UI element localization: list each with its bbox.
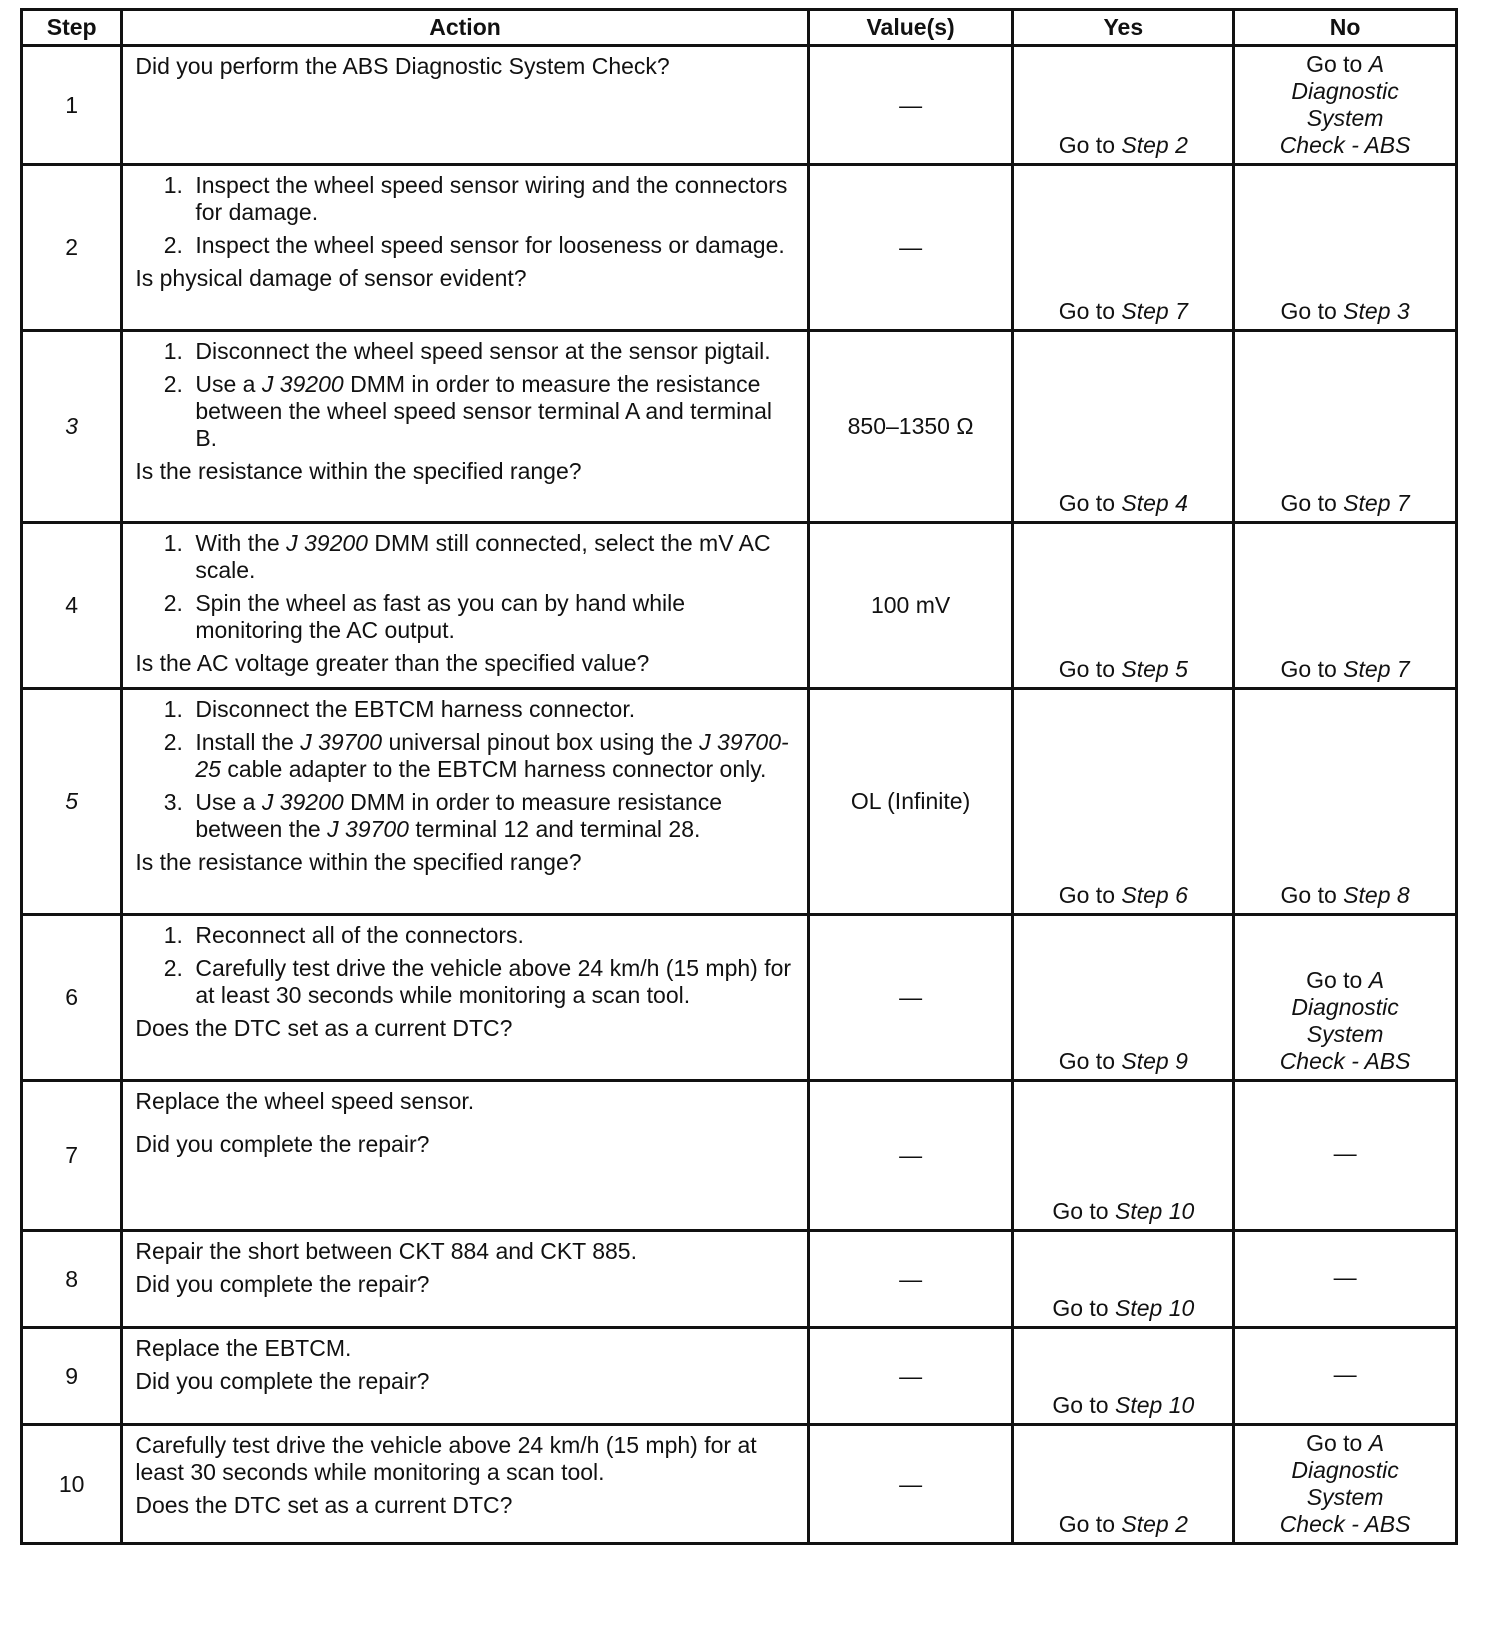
diagnostic-table	[20, 8, 1458, 1545]
action-question: Did you complete the repair?	[135, 1131, 430, 1157]
table-row	[22, 1425, 1457, 1544]
action-question: Is the resistance within the specified range?	[135, 849, 582, 875]
table-row	[22, 1081, 1457, 1231]
action-line: Replace the wheel speed sensor.	[135, 1088, 475, 1114]
yes-prefix: Go to	[1058, 656, 1115, 682]
step-text: terminal 12 and terminal 28.	[415, 816, 701, 842]
no-target-line: Diagnostic	[1291, 1457, 1399, 1483]
value-cell: —	[808, 1231, 1013, 1328]
yes-target-link[interactable]: Step 9	[1121, 1048, 1188, 1074]
action-question: Does the DTC set as a current DTC?	[135, 1492, 513, 1518]
action-cell	[122, 1328, 808, 1425]
no-target-line: Diagnostic	[1291, 78, 1399, 104]
step-number: 5	[22, 689, 122, 915]
step-text: Use a	[195, 371, 256, 397]
yes-cell	[1013, 46, 1234, 165]
no-target-line: Check - ABS	[1279, 1511, 1411, 1537]
yes-cell	[1013, 165, 1234, 331]
header-step: Step	[22, 10, 122, 46]
yes-prefix: Go to	[1058, 1048, 1115, 1074]
table-row	[22, 1231, 1457, 1328]
yes-target-link[interactable]: Step 10	[1115, 1392, 1195, 1418]
no-prefix: Go to	[1306, 1430, 1363, 1456]
yes-target-link[interactable]: Step 10	[1115, 1198, 1195, 1224]
step-number: 10	[22, 1425, 122, 1544]
action-line: Repair the short between CKT 884 and CKT 885.	[135, 1238, 637, 1264]
step-text: DMM still connected, select the mV AC scale.	[195, 530, 771, 583]
no-cell	[1234, 165, 1457, 331]
no-prefix: Go to	[1280, 490, 1337, 516]
action-cell	[122, 689, 808, 915]
no-cell	[1234, 46, 1457, 165]
action-step	[189, 371, 796, 452]
value-cell: OL (Infinite)	[808, 689, 1013, 915]
yes-cell	[1013, 915, 1234, 1081]
step-text: Install the	[195, 729, 294, 755]
step-text: universal pinout box using the	[388, 729, 693, 755]
yes-prefix: Go to	[1052, 1295, 1109, 1321]
action-line: Carefully test drive the vehicle above 24 km/h (15 mph) for at least 30 seconds while monitoring a scan tool.	[135, 1432, 757, 1485]
yes-target-link[interactable]: Step 2	[1121, 132, 1188, 158]
no-cell	[1234, 689, 1457, 915]
action-steps	[135, 696, 796, 843]
no-cell: —	[1234, 1231, 1457, 1328]
action-step: 2. Inspect the wheel speed sensor for looseness or damage.	[189, 232, 796, 259]
step-number: 9	[22, 1328, 122, 1425]
no-cell: —	[1234, 1328, 1457, 1425]
table-row	[22, 165, 1457, 331]
tool-number: J 39200	[286, 530, 368, 556]
yes-cell	[1013, 1231, 1234, 1328]
step-number: 8	[22, 1231, 122, 1328]
action-step	[189, 789, 796, 843]
action-step: 1. Disconnect the wheel speed sensor at the sensor pigtail.	[189, 338, 796, 365]
no-target-line: A	[1368, 967, 1385, 993]
yes-target-link[interactable]: Step 10	[1115, 1295, 1195, 1321]
action-step: 2. Carefully test drive the vehicle above 24 km/h (15 mph) for at least 30 seconds while monitoring a scan tool.	[189, 955, 796, 1009]
yes-target-link[interactable]: Step 6	[1121, 882, 1188, 908]
action-step	[189, 530, 796, 584]
yes-cell	[1013, 689, 1234, 915]
action-question: Did you complete the repair?	[135, 1271, 430, 1297]
action-cell	[122, 1081, 808, 1231]
yes-prefix: Go to	[1052, 1392, 1109, 1418]
yes-cell	[1013, 331, 1234, 523]
yes-target-link[interactable]: Step 7	[1121, 298, 1188, 324]
action-step	[189, 729, 796, 783]
yes-cell	[1013, 523, 1234, 689]
value-cell: —	[808, 1081, 1013, 1231]
header-row	[22, 10, 1457, 46]
action-question: Is physical damage of sensor evident?	[135, 265, 527, 291]
header-values: Value(s)	[808, 10, 1013, 46]
yes-target-link[interactable]: Step 2	[1121, 1511, 1188, 1537]
action-steps	[135, 172, 796, 259]
no-target-line: Diagnostic	[1291, 994, 1399, 1020]
no-target-line: A	[1368, 51, 1385, 77]
no-target-link[interactable]: Step 3	[1343, 298, 1410, 324]
no-target-line: System	[1306, 1484, 1384, 1510]
no-target-link[interactable]: Step 7	[1343, 656, 1410, 682]
yes-target-link[interactable]: Step 4	[1121, 490, 1188, 516]
tool-number: J 39200	[261, 789, 344, 815]
step-text: DMM in order to measure the resistance between the wheel speed sensor terminal A and terminal B.	[195, 371, 772, 451]
no-target-link[interactable]: Step 7	[1343, 490, 1410, 516]
action-steps	[135, 530, 796, 644]
step-text: With the	[195, 530, 280, 556]
table-row	[22, 523, 1457, 689]
value-cell: 100 mV	[808, 523, 1013, 689]
action-step: 2. Spin the wheel as fast as you can by hand while monitoring the AC output.	[189, 590, 796, 644]
action-cell	[122, 165, 808, 331]
step-text: Use a	[195, 789, 256, 815]
value-cell: —	[808, 1328, 1013, 1425]
yes-prefix: Go to	[1058, 132, 1115, 158]
tool-number: J 39200	[261, 371, 344, 397]
action-cell	[122, 1425, 808, 1544]
yes-prefix: Go to	[1058, 882, 1115, 908]
table-row	[22, 915, 1457, 1081]
step-number: 1	[22, 46, 122, 165]
no-target-line: A	[1368, 1430, 1385, 1456]
action-cell	[122, 523, 808, 689]
yes-prefix: Go to	[1058, 490, 1115, 516]
yes-cell	[1013, 1328, 1234, 1425]
yes-target-link[interactable]: Step 5	[1121, 656, 1188, 682]
step-text: cable adapter to the EBTCM harness connector only.	[227, 756, 767, 782]
table-row	[22, 331, 1457, 523]
action-question: Did you perform the ABS Diagnostic System Check?	[135, 53, 670, 79]
step-number: 4	[22, 523, 122, 689]
action-question: Is the AC voltage greater than the specified value?	[135, 650, 650, 676]
action-cell	[122, 915, 808, 1081]
action-line: Replace the EBTCM.	[135, 1335, 352, 1361]
yes-prefix: Go to	[1058, 298, 1115, 324]
value-cell: 850–1350 Ω	[808, 331, 1013, 523]
action-steps	[135, 338, 796, 452]
action-question: Did you complete the repair?	[135, 1368, 430, 1394]
table-row	[22, 1328, 1457, 1425]
no-cell	[1234, 915, 1457, 1081]
action-cell	[122, 1231, 808, 1328]
tool-number: J 39700	[327, 816, 409, 842]
no-target-line: Check - ABS	[1279, 1048, 1411, 1074]
no-prefix: Go to	[1280, 298, 1337, 324]
value-cell: —	[808, 165, 1013, 331]
no-prefix: Go to	[1280, 656, 1337, 682]
tool-number: J 39700	[300, 729, 383, 755]
header-yes: Yes	[1013, 10, 1234, 46]
action-steps	[135, 922, 796, 1009]
step-number: 2	[22, 165, 122, 331]
action-question: Is the resistance within the specified range?	[135, 458, 582, 484]
no-target-line: Check - ABS	[1279, 132, 1411, 158]
yes-cell	[1013, 1081, 1234, 1231]
step-number: 6	[22, 915, 122, 1081]
value-cell: —	[808, 915, 1013, 1081]
table-row	[22, 689, 1457, 915]
yes-prefix: Go to	[1052, 1198, 1109, 1224]
header-action: Action	[122, 10, 808, 46]
no-cell	[1234, 523, 1457, 689]
no-target-line: System	[1306, 105, 1384, 131]
step-number: 3	[22, 331, 122, 523]
action-cell	[122, 331, 808, 523]
no-prefix: Go to	[1306, 967, 1363, 993]
yes-cell	[1013, 1425, 1234, 1544]
no-prefix: Go to	[1306, 51, 1363, 77]
header-no: No	[1234, 10, 1457, 46]
no-cell: —	[1234, 1081, 1457, 1231]
action-cell	[122, 46, 808, 165]
step-text: DMM in order to measure resistance between the	[195, 789, 723, 842]
tool-number: J 39700-25	[195, 729, 789, 782]
yes-prefix: Go to	[1058, 1511, 1115, 1537]
no-cell	[1234, 331, 1457, 523]
value-cell: —	[808, 1425, 1013, 1544]
action-step: 1. Disconnect the EBTCM harness connector.	[189, 696, 796, 723]
action-question: Does the DTC set as a current DTC?	[135, 1015, 513, 1041]
action-step: 1. Inspect the wheel speed sensor wiring and the connectors for damage.	[189, 172, 796, 226]
value-cell: —	[808, 46, 1013, 165]
table-row	[22, 46, 1457, 165]
no-cell	[1234, 1425, 1457, 1544]
no-target-link[interactable]: Step 8	[1343, 882, 1410, 908]
step-number: 7	[22, 1081, 122, 1231]
action-step: 1. Reconnect all of the connectors.	[189, 922, 796, 949]
no-prefix: Go to	[1280, 882, 1337, 908]
no-target-line: System	[1306, 1021, 1384, 1047]
